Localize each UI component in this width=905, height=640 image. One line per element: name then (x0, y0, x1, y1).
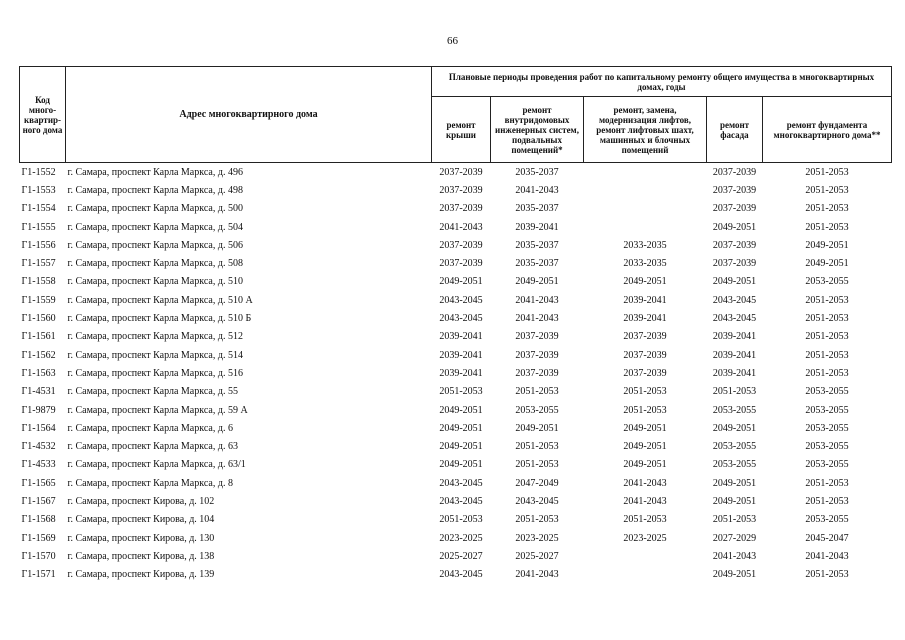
row-address: г. Самара, проспект Карла Маркса, д. 55 (67, 386, 238, 398)
foundation-period: 2051-2053 (805, 313, 849, 325)
row-address: г. Самара, проспект Карла Маркса, д. 514 (67, 349, 243, 361)
facade-period: 2039-2041 (712, 367, 757, 379)
elevators-period: 2039-2041 (623, 294, 667, 306)
row-address: г. Самара, проспект Карла Маркса, д. 496 (66, 163, 432, 182)
table-row (20, 529, 892, 547)
roof-period: 2037-2039 (432, 163, 491, 182)
header-elevators: ремонт, замена, модернизация лифтов, ремонт лифтовых шахт, машинных и блочных помещений (584, 97, 707, 163)
engineering-period: 2035-2037 (515, 203, 559, 215)
facade-period: 2039-2041 (712, 349, 757, 361)
roof-period: 2051-2053 (439, 386, 483, 398)
table-row (20, 383, 892, 401)
engineering-period: 2037-2039 (515, 349, 559, 361)
facade-period: 2039-2041 (712, 331, 757, 343)
roof-period: 2037-2039 (439, 184, 483, 196)
foundation-period: 2051-2053 (805, 495, 849, 507)
facade-period: 2043-2045 (712, 313, 757, 325)
foundation-period: 2051-2053 (805, 331, 849, 343)
elevators-period: 2051-2053 (623, 386, 667, 398)
elevators-period (584, 181, 707, 199)
roof-period: 2051-2053 (439, 514, 483, 526)
row-code: Г1-1556 (21, 239, 56, 251)
roof-period: 2037-2039 (439, 239, 483, 251)
facade-period: 2049-2051 (712, 477, 757, 489)
roof-period: 2043-2045 (439, 313, 483, 325)
foundation-period: 2053-2055 (805, 514, 849, 526)
row-address: г. Самара, проспект Кирова, д. 104 (67, 514, 215, 526)
row-address: г. Самара, проспект Карла Маркса, д. 504 (67, 221, 243, 233)
elevators-period: 2039-2041 (623, 313, 667, 325)
row-code: Г1-1562 (21, 349, 56, 361)
elevators-period: 2041-2043 (623, 477, 667, 489)
facade-period: 2049-2051 (712, 569, 757, 581)
table-row (20, 492, 892, 510)
elevators-period (584, 547, 707, 565)
row-address: г. Самара, проспект Карла Маркса, д. 498 (67, 184, 243, 196)
repair-schedule-table (19, 66, 892, 584)
engineering-period: 2035-2037 (491, 163, 584, 182)
facade-period: 2051-2053 (712, 386, 757, 398)
row-code: Г1-1559 (21, 294, 56, 306)
header-roof: ремонт крыши (432, 97, 491, 163)
row-address: г. Самара, проспект Кирова, д. 138 (67, 550, 215, 562)
roof-period: 2043-2045 (439, 495, 483, 507)
row-address: г. Самара, проспект Карла Маркса, д. 516 (67, 367, 243, 379)
row-code: Г1-1553 (21, 184, 56, 196)
row-address: г. Самара, проспект Кирова, д. 102 (67, 495, 215, 507)
table-row (20, 364, 892, 382)
engineering-period: 2035-2037 (515, 258, 559, 270)
row-code: Г1-1552 (20, 163, 66, 182)
row-address: г. Самара, проспект Карла Маркса, д. 59 А (67, 404, 248, 416)
row-code: Г1-1565 (21, 477, 56, 489)
header-foundation: ремонт фундамента многоквартирного дома** (763, 97, 892, 163)
row-code: Г1-1569 (21, 532, 56, 544)
row-code: Г1-1570 (21, 550, 56, 562)
foundation-period: 2051-2053 (805, 477, 849, 489)
row-code: Г1-1554 (21, 203, 56, 215)
facade-period: 2037-2039 (712, 239, 757, 251)
elevators-period: 2049-2051 (623, 276, 667, 288)
header-code: Код много-квартир-ного дома (20, 67, 66, 163)
header-address: Адрес многоквартирного дома (66, 67, 432, 163)
table-row (20, 401, 892, 419)
table-row (20, 511, 892, 529)
row-code: Г1-4531 (21, 386, 56, 398)
table-row (20, 291, 892, 309)
table-row (20, 254, 892, 272)
table-row (20, 547, 892, 565)
roof-period: 2039-2041 (439, 349, 483, 361)
foundation-period: 2041-2043 (805, 550, 849, 562)
roof-period: 2049-2051 (439, 404, 483, 416)
table-row (20, 273, 892, 291)
foundation-period: 2053-2055 (805, 441, 849, 453)
elevators-period: 2041-2043 (623, 495, 667, 507)
foundation-period: 2053-2055 (805, 386, 849, 398)
row-code: Г1-1557 (21, 258, 56, 270)
roof-period: 2043-2045 (439, 477, 483, 489)
facade-period: 2049-2051 (712, 495, 757, 507)
elevators-period: 2033-2035 (623, 258, 667, 270)
header-facade: ремонт фасада (707, 97, 763, 163)
roof-period: 2041-2043 (439, 221, 483, 233)
roof-period: 2049-2051 (439, 459, 483, 471)
elevators-period (584, 163, 707, 182)
facade-period: 2037-2039 (707, 163, 763, 182)
engineering-period: 2041-2043 (515, 294, 559, 306)
row-address: г. Самара, проспект Карла Маркса, д. 63/1 (67, 459, 246, 471)
table-row (20, 309, 892, 327)
elevators-period: 2051-2053 (623, 404, 667, 416)
foundation-period: 2053-2055 (805, 404, 849, 416)
table-row (20, 163, 892, 182)
row-code: Г1-4533 (21, 459, 56, 471)
facade-period: 2041-2043 (712, 550, 757, 562)
engineering-period: 2051-2053 (515, 459, 559, 471)
elevators-period: 2051-2053 (623, 514, 667, 526)
roof-period: 2043-2045 (439, 569, 483, 581)
elevators-period: 2037-2039 (623, 349, 667, 361)
facade-period: 2037-2039 (712, 258, 757, 270)
engineering-period: 2039-2041 (515, 221, 559, 233)
row-address: г. Самара, проспект Кирова, д. 130 (67, 532, 215, 544)
row-code: Г1-1563 (21, 367, 56, 379)
foundation-period: 2051-2053 (805, 294, 849, 306)
row-code: Г1-1571 (21, 569, 56, 581)
foundation-period: 2053-2055 (805, 422, 849, 434)
engineering-period: 2051-2053 (515, 514, 559, 526)
engineering-period: 2041-2043 (515, 184, 559, 196)
row-address: г. Самара, проспект Карла Маркса, д. 510 (67, 276, 243, 288)
roof-period: 2023-2025 (439, 532, 483, 544)
engineering-period: 2037-2039 (515, 367, 559, 379)
roof-period: 2049-2051 (439, 422, 483, 434)
row-address: г. Самара, проспект Карла Маркса, д. 63 (67, 441, 238, 453)
facade-period: 2053-2055 (712, 459, 757, 471)
row-address: г. Самара, проспект Карла Маркса, д. 510 А (67, 294, 253, 306)
row-code: Г1-4532 (21, 441, 56, 453)
table-row (20, 346, 892, 364)
foundation-period: 2051-2053 (763, 163, 892, 182)
foundation-period: 2051-2053 (805, 184, 849, 196)
row-code: Г1-1558 (21, 276, 56, 288)
foundation-period: 2051-2053 (805, 367, 849, 379)
row-code: Г1-1555 (21, 221, 56, 233)
elevators-period (584, 566, 707, 584)
elevators-period: 2033-2035 (623, 239, 667, 251)
engineering-period: 2043-2045 (515, 495, 559, 507)
facade-period: 2049-2051 (712, 276, 757, 288)
table-row (20, 419, 892, 437)
roof-period: 2025-2027 (439, 550, 483, 562)
header-engineering: ремонт внутридомовых инженерных систем, подвальных помещений* (491, 97, 584, 163)
engineering-period: 2041-2043 (515, 313, 559, 325)
engineering-period: 2037-2039 (515, 331, 559, 343)
foundation-period: 2049-2051 (805, 258, 849, 270)
row-code: Г1-1568 (21, 514, 56, 526)
elevators-period: 2037-2039 (623, 367, 667, 379)
facade-period: 2049-2051 (712, 221, 757, 233)
row-address: г. Самара, проспект Карла Маркса, д. 8 (67, 477, 233, 489)
facade-period: 2037-2039 (712, 184, 757, 196)
engineering-period: 2051-2053 (515, 386, 559, 398)
engineering-period: 2041-2043 (515, 569, 559, 581)
engineering-period: 2053-2055 (515, 404, 559, 416)
roof-period: 2039-2041 (439, 367, 483, 379)
row-address: г. Самара, проспект Карла Маркса, д. 508 (67, 258, 243, 270)
row-address: г. Самара, проспект Карла Маркса, д. 506 (67, 239, 243, 251)
table-row (20, 181, 892, 199)
row-address: г. Самара, проспект Карла Маркса, д. 6 (67, 422, 233, 434)
header-periods-group: Плановые периоды проведения работ по капитальному ремонту общего имущества в многоквартирных домах, годы (432, 67, 892, 97)
foundation-period: 2053-2055 (805, 459, 849, 471)
row-address: г. Самара, проспект Карла Маркса, д. 512 (67, 331, 243, 343)
facade-period: 2051-2053 (712, 514, 757, 526)
row-code: Г1-1567 (21, 495, 56, 507)
foundation-period: 2051-2053 (805, 349, 849, 361)
row-address: г. Самара, проспект Кирова, д. 139 (67, 569, 215, 581)
foundation-period: 2049-2051 (805, 239, 849, 251)
roof-period: 2049-2051 (439, 276, 483, 288)
elevators-period: 2049-2051 (623, 441, 667, 453)
engineering-period: 2047-2049 (515, 477, 559, 489)
table-row (20, 437, 892, 455)
foundation-period: 2053-2055 (805, 276, 849, 288)
row-address: г. Самара, проспект Карла Маркса, д. 510 Б (67, 313, 252, 325)
facade-period: 2053-2055 (712, 441, 757, 453)
table-row (20, 236, 892, 254)
table-body (20, 163, 892, 584)
engineering-period: 2035-2037 (515, 239, 559, 251)
table-row (20, 218, 892, 236)
foundation-period: 2051-2053 (805, 569, 849, 581)
row-code: Г1-1561 (21, 331, 56, 343)
row-code: Г1-9879 (21, 404, 56, 416)
table-row (20, 456, 892, 474)
roof-period: 2049-2051 (439, 441, 483, 453)
elevators-period (584, 218, 707, 236)
row-address: г. Самара, проспект Карла Маркса, д. 500 (67, 203, 243, 215)
engineering-period: 2025-2027 (515, 550, 559, 562)
roof-period: 2039-2041 (439, 331, 483, 343)
facade-period: 2037-2039 (712, 203, 757, 215)
engineering-period: 2049-2051 (515, 422, 559, 434)
elevators-period (584, 200, 707, 218)
engineering-period: 2051-2053 (515, 441, 559, 453)
facade-period: 2053-2055 (712, 404, 757, 416)
row-code: Г1-1560 (21, 313, 56, 325)
roof-period: 2037-2039 (439, 258, 483, 270)
roof-period: 2037-2039 (439, 203, 483, 215)
facade-period: 2043-2045 (712, 294, 757, 306)
facade-period: 2027-2029 (712, 532, 757, 544)
engineering-period: 2049-2051 (515, 276, 559, 288)
elevators-period: 2049-2051 (623, 459, 667, 471)
table-row (20, 474, 892, 492)
elevators-period: 2023-2025 (623, 532, 667, 544)
table-row (20, 566, 892, 584)
page-number: 66 (447, 35, 458, 47)
facade-period: 2049-2051 (712, 422, 757, 434)
engineering-period: 2023-2025 (515, 532, 559, 544)
elevators-period: 2037-2039 (623, 331, 667, 343)
table-row (20, 328, 892, 346)
table-row (20, 200, 892, 218)
foundation-period: 2045-2047 (805, 532, 849, 544)
foundation-period: 2051-2053 (805, 203, 849, 215)
row-code: Г1-1564 (21, 422, 56, 434)
elevators-period: 2049-2051 (623, 422, 667, 434)
foundation-period: 2051-2053 (805, 221, 849, 233)
roof-period: 2043-2045 (439, 294, 483, 306)
